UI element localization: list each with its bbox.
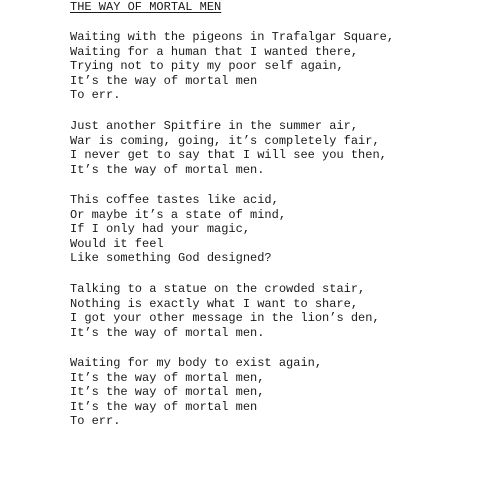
stanza-4-line-1: Talking to a statue on the crowded stair, xyxy=(70,282,366,296)
stanza-2-line-3: I never get to say that I will see you then, xyxy=(70,148,387,163)
stanza-1-line-1: Waiting with the pigeons in Trafalgar Square, xyxy=(70,30,395,44)
stanza-4 xyxy=(70,282,380,340)
stanza-4-line-3: I got your other message in the lion’s den, xyxy=(70,311,380,326)
poem-title: THE WAY OF MORTAL MEN xyxy=(70,0,222,14)
stanza-1-line-5: To err. xyxy=(70,88,121,103)
stanza-2-line-2: War is coming, going, it’s completely fair, xyxy=(70,133,380,148)
stanza-1-line-3: Trying not to pity my poor self again, xyxy=(70,59,344,74)
stanza-3-line-1: This coffee tastes like acid, xyxy=(70,193,279,207)
stanza-1-line-2: Waiting for a human that I wanted there, xyxy=(70,44,359,59)
stanza-5 xyxy=(70,356,322,429)
stanza-3-line-2: Or maybe it’s a state of mind, xyxy=(70,207,287,222)
stanza-3-line-4: Would it feel xyxy=(70,236,164,251)
stanza-1-line-4: It’s the way of mortal men xyxy=(70,73,258,88)
stanza-4-line-2: Nothing is exactly what I want to share, xyxy=(70,296,359,311)
stanza-2-line-1: Just another Spitfire in the summer air, xyxy=(70,119,359,133)
stanza-5-line-5: To err. xyxy=(70,414,121,429)
stanza-1 xyxy=(70,30,394,103)
stanza-4-line-4: It’s the way of mortal men. xyxy=(70,325,265,340)
stanza-5-line-1: Waiting for my body to exist again, xyxy=(70,356,323,370)
stanza-3-line-5: Like something God designed? xyxy=(70,251,272,266)
stanza-5-line-2: It’s the way of mortal men, xyxy=(70,370,265,385)
stanza-5-line-4: It’s the way of mortal men xyxy=(70,399,258,414)
stanza-3 xyxy=(70,193,286,266)
stanza-3-line-3: If I only had your magic, xyxy=(70,222,251,237)
stanza-2-line-4: It’s the way of mortal men. xyxy=(70,162,265,177)
stanza-5-line-3: It’s the way of mortal men, xyxy=(70,385,265,400)
stanza-2 xyxy=(70,119,387,177)
